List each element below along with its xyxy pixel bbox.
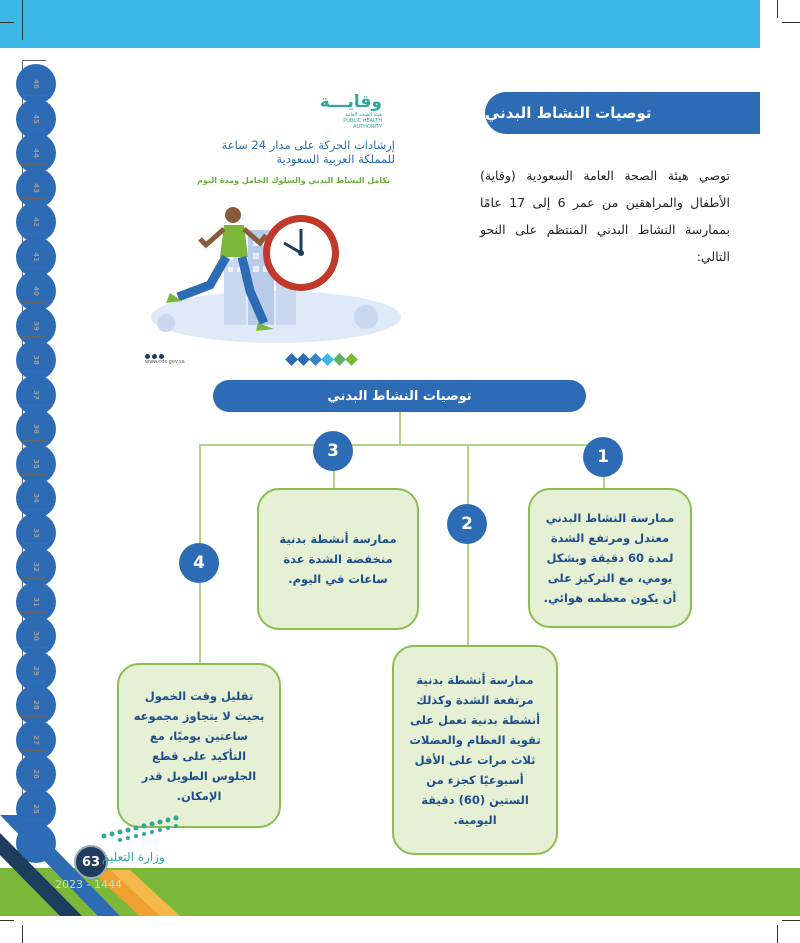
side-ruler [22,60,50,835]
ruler-major-tick [22,371,46,372]
ruler-major-tick [22,716,46,717]
poster-footer [145,354,185,366]
ruler-major-tick [22,750,46,751]
ruler-number: 35 [16,444,56,484]
ruler-number: 33 [16,513,56,553]
ruler-number: 38 [16,340,56,380]
ruler-major-tick [22,612,46,613]
ruler-number: 27 [16,720,56,760]
ministry-name: وزارة التعليم [102,850,165,864]
ruler-major-tick [22,233,46,234]
ruler-number: 37 [16,375,56,415]
ruler-major-tick [22,785,46,786]
ruler-major-tick [22,60,46,61]
poster-website: www.cdc.gov.sa [145,359,185,365]
step-number-3: 3 [313,431,353,471]
crop-mark [22,925,23,943]
poster-subtitle: تكامل النشاط البدني والسلوك الخامل ومدة النوم [197,176,390,185]
ruler-major-tick [22,267,46,268]
ruler-major-tick [22,129,46,130]
step-number-4: 4 [179,543,219,583]
poster-title-line1: إرشادات الحركة على مدار 24 ساعة [221,138,395,152]
connector [467,444,469,646]
ruler-major-tick [22,647,46,648]
poster-diamonds [287,355,356,364]
ruler-number: 31 [16,582,56,622]
ruler-major-tick [22,440,46,441]
ruler-major-tick [22,164,46,165]
crop-mark [782,22,800,23]
crop-mark [0,22,14,23]
ruler-major-tick [22,578,46,579]
ministry-logo-dots [96,814,186,842]
section-intro: توصي هيئة الصحة العامة السعودية (وقاية) الأطفال والمراهقين من عمر 6 إلى 17 عامًا بممارسة النشاط البدني المنتظم على النحو التالي: [480,168,730,264]
poster-title-line2: للمملكة العربية السعودية [276,152,395,166]
ruler-number: 30 [16,616,56,656]
diagram-title: توصيات النشاط البدني [213,380,586,412]
top-banner-cap [760,0,800,48]
step-number-2: 2 [447,504,487,544]
ruler-major-tick [22,543,46,544]
edition-year: 2023 - 1444 [55,878,122,891]
ruler-major-tick [22,509,46,510]
ruler-number: 36 [16,409,56,449]
ruler-major-tick [22,302,46,303]
crop-mark [782,920,800,921]
ruler-number: 25 [16,789,56,829]
ruler-number: 42 [16,202,56,242]
step-number-1: 1 [583,437,623,477]
ruler-major-tick [22,474,46,475]
wiqaya-logo [318,92,382,130]
logo-name: وقايـــة [319,92,382,112]
ruler-number: 26 [16,754,56,794]
connector [399,412,401,444]
runner-clock-illustration [136,205,401,345]
recommendation-box-4: تقليل وقت الخمول بحيث لا يتجاوز مجموعه ساعتين يوميًا، مع التأكيد على قطع الجلوس الطويل قدر الإمكان. [117,663,281,828]
ruler-number: 40 [16,271,56,311]
section-title: توصيات النشاط البدني [485,92,760,134]
logo-subtitle: هيئة الصحة العامة [345,112,382,118]
ruler-major-tick [22,198,46,199]
logo-subtitle-en: PUBLIC HEALTH AUTHORITY [343,118,382,130]
crop-mark [777,0,778,18]
ruler-major-tick [22,681,46,682]
page-number: 63 [74,845,108,879]
crop-mark [0,920,14,921]
ruler-number: 41 [16,237,56,277]
ruler-number: 29 [16,651,56,691]
ruler-major-tick [22,95,46,96]
poster-title [200,138,395,166]
recommendation-box-2: ممارسة أنشطة بدنية مرتفعة الشدة وكذلك أنشطة بدنية تعمل على تقوية العظام والعضلات ثلاث مرات على الأقل أسبوعيًا كجزء من الستين (60) دقيقة اليومية. [392,645,558,855]
top-banner [0,0,800,48]
recommendation-box-1: ممارسة النشاط البدني معتدل ومرتفع الشدة لمدة 60 دقيقة وبشكل يومي، مع التركيز على أن يكون معظمه هوائي. [528,488,692,628]
ruler-number: 34 [16,478,56,518]
ruler-number: 44 [16,133,56,173]
recommendation-box-3: ممارسة أنشطة بدنية منخفضة الشدة عدة ساعات في اليوم. [257,488,419,630]
ruler-number: 32 [16,547,56,587]
ruler-major-tick [22,336,46,337]
crop-mark [777,925,778,943]
ruler-number: 39 [16,306,56,346]
ruler-number: 43 [16,168,56,208]
ruler-number: 28 [16,685,56,725]
ruler-major-tick [22,405,46,406]
crop-mark [22,0,23,40]
connector [199,444,603,446]
ruler-number: 46 [16,64,56,104]
ruler-number: 45 [16,99,56,139]
